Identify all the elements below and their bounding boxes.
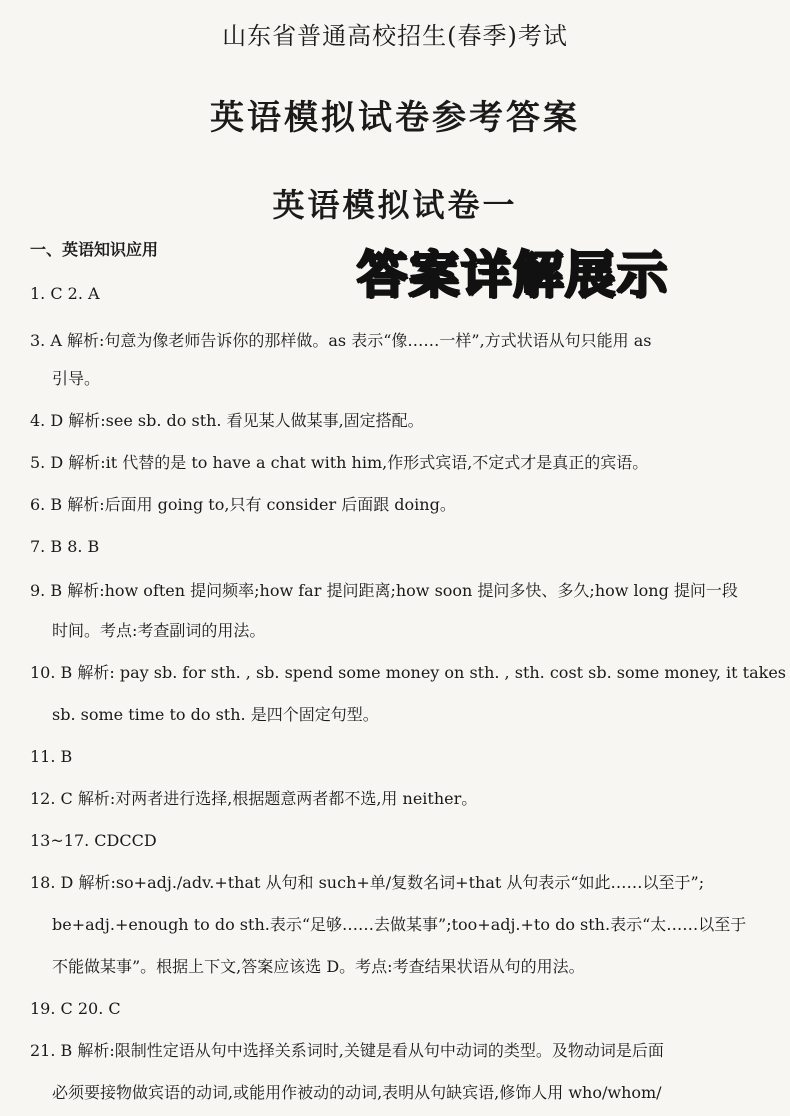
answer-line-18-cont-1: be+adj.+enough to do sth.表示“足够……去做某事”;too+adj.+to do sth.表示“太……以至于 [52,915,747,934]
section-heading: 一、英语知识应用 [30,240,159,259]
answer-line-9-cont: 时间。考点:考查副词的用法。 [52,621,266,640]
answer-line-4: 4. D 解析:see sb. do sth. 看见某人做某事,固定搭配。 [30,411,424,430]
answer-line-3-cont: 引导。 [52,369,101,388]
answer-line-1: 1. C 2. A [30,284,100,303]
answer-line-12: 12. C 解析:对两者进行选择,根据题意两者都不选,用 neither。 [30,789,478,808]
answer-line-6: 6. B 解析:后面用 going to,只有 consider 后面跟 doing。 [30,495,456,514]
answer-line-21: 21. B 解析:限制性定语从句中选择关系词时,关键是看从句中动词的类型。及物动词是后面 [30,1041,664,1060]
answer-line-10-cont: sb. some time to do sth. 是四个固定句型。 [52,705,379,724]
page-title: 英语模拟试卷参考答案 [210,98,580,138]
answer-line-7: 7. B 8. B [30,537,100,556]
answer-line-19: 19. C 20. C [30,999,121,1018]
answer-line-18-cont-2: 不能做某事”。根据上下文,答案应该选 D。考点:考查结果状语从句的用法。 [52,957,585,976]
answer-line-18: 18. D 解析:so+adj./adv.+that 从句和 such+单/复数名词+that 从句表示“如此……以至于”; [30,873,705,892]
paper-subtitle: 英语模拟试卷一 [272,186,518,224]
answer-line-11: 11. B [30,747,73,766]
answer-line-10: 10. B 解析: pay sb. for sth. , sb. spend some money on sth. , sth. cost sb. some money, it takes [30,663,787,682]
answer-line-13-17: 13~17. CDCCD [30,831,157,850]
answer-line-5: 5. D 解析:it 代替的是 to have a chat with him,作形式宾语,不定式才是真正的宾语。 [30,453,649,472]
promo-banner: 答案详解展示 [357,246,669,304]
exam-header: 山东省普通高校招生(春季)考试 [222,22,568,50]
answer-line-3: 3. A 解析:句意为像老师告诉你的那样做。as 表示“像……一样”,方式状语从句只能用 as [30,331,652,350]
answer-line-9: 9. B 解析:how often 提问频率;how far 提问距离;how soon 提问多快、多久;how long 提问一段 [30,581,738,600]
answer-line-21-cont: 必须要接物做宾语的动词,或能用作被动的动词,表明从句缺宾语,修饰人用 who/whom/ [52,1083,662,1102]
